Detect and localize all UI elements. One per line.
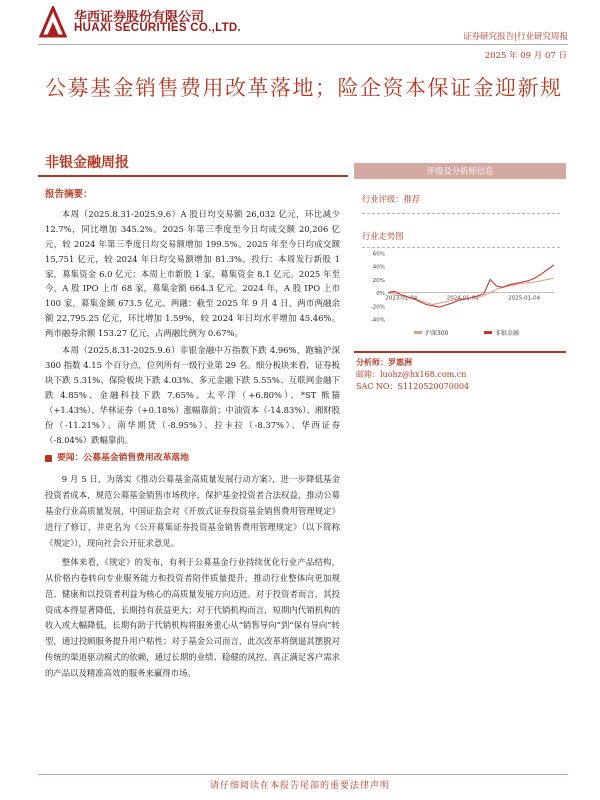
news-paragraph-2: 整体来看，《规定》的发布，有利于公募基金行业持续优化行业产品结构，从价格内卷转向专业服务能力和投资者陪伴质量提升，推动行业整体向更加规范、健康和以投资者利益为核心的高质量发展方向迈进。对于投资者而言，其投资成本得显著降低，长期持有获益更大；对于代销机构而言，短期内代销机构的收入或大幅降低，长期有助于代销机构将服务重心从“销售导向”到“保有导向”转型，通过投顾服务提升用户粘性；对于基金公司而言，此次改革将倒逼其摆脱对传统的渠道驱动模式的依赖，通过长期的业绩、稳健的风控、真正满足客户需求的产品以及精准高效的服务来赢得市场。 xyxy=(45,557,340,678)
x-tick-label: 2024-01-04 xyxy=(446,295,479,302)
news-heading-text: 要闻：公募基金销售费用改革落地 xyxy=(57,453,189,464)
summary-heading: 报告摘要： xyxy=(45,189,93,200)
summary-paragraph-market: 本周（2025.8.31-2025.9.6）A 股日均交易额 26,032 亿元，环比减少 12.7%，同比增加 345.2%。2025 年第三季度至今日均成交额 20,206 亿元，较 2024 年第三季度日均交易额增加 199.5%。2025 年至今日均成交额 15,751 亿元，较 2024 年日均交易额增加 81.3%。投行：本周发行新股 1 家，募集资金 6.0 亿元；本周上市新股 1 家，募集资金 8.1 亿元。2025 年至今，A 股 IPO 上市 68 家，募集金额 664.3 亿元。2024 年，A 股 IPO 上市 100 家，募集金额 673.5 亿元。两融：截至 2025 年 9 月 4 日，两市两融余额 22,795.25 亿元，环比增加 1.59%，较 2024 年日均水平增加 45.46%。两市融券余额 153.27 亿元，占两融比例为 0.67%。 xyxy=(45,208,340,339)
y-tick-label: -20% xyxy=(370,304,385,311)
industry-trend-chart xyxy=(354,247,566,347)
trend-chart-title: 行业走势图 xyxy=(362,231,404,241)
x-tick-label: 2023-01-04 xyxy=(385,295,418,302)
analyst-email[interactable]: 邮箱：luohz@hx168.com.cn xyxy=(356,370,467,379)
square-bullet-icon xyxy=(45,455,52,462)
legal-notice-footer: 请仔细阅读在本报告尾部的重要法律声明 xyxy=(209,781,390,791)
company-name-cn: 华西证券股份有限公司 xyxy=(74,10,205,25)
y-tick-label: 40% xyxy=(372,264,385,271)
industry-rating: 行业评级：推荐 xyxy=(362,194,421,204)
rating-divider xyxy=(362,213,560,214)
footer-divider xyxy=(38,774,568,775)
sidebar xyxy=(354,163,566,248)
y-tick-label: 0% xyxy=(376,291,385,298)
x-tick-label: 2025-01-04 xyxy=(508,295,541,302)
legend-swatch xyxy=(484,331,492,334)
y-tick-label: -40% xyxy=(370,317,385,324)
y-tick-label: 60% xyxy=(372,251,385,258)
news-paragraph-1: 9 月 5 日，为落实《推动公募基金高质量发展行动方案》，进一步降低基金投资者成本，规范公募基金销售市场秩序，保护基金投资者合法权益，推动公募基金行业高质量发展，中国证监会对《开放式证券投资基金销售费用管理规定》进行了修订，并更名为《公开募集证券投资基金销售费用管理规定》（以下简称《规定》），现向社会公开征求意见。 xyxy=(45,474,340,548)
report-type-tagline: 证券研究报告|行业研究周报 xyxy=(463,32,568,42)
report-title: 公募基金销售费用改革落地；险企资本保证金迎新规 xyxy=(45,76,563,100)
main-column xyxy=(45,188,340,686)
analyst-name: 分析师：罗惠洲 xyxy=(356,357,412,367)
legend-label: 沪深300 xyxy=(425,330,449,337)
page-header xyxy=(38,6,568,44)
legend-label: 非银金融 xyxy=(495,330,520,337)
company-name-en: HUAXI SECURITIES CO.,LTD. xyxy=(74,22,242,34)
report-subtitle: 非银金融周报 xyxy=(45,155,129,171)
analyst-divider xyxy=(354,351,566,353)
report-date: 2025 年 09 月 07 日 xyxy=(484,51,567,61)
huaxi-logo-icon xyxy=(38,6,68,38)
legend-swatch xyxy=(414,331,422,334)
analyst-sac-number: SAC NO：S1120520070004 xyxy=(356,382,470,391)
header-divider xyxy=(38,44,568,45)
y-tick-label: 20% xyxy=(372,277,385,284)
analyst-info xyxy=(356,356,469,393)
news-heading xyxy=(45,451,340,466)
subtitle-divider xyxy=(38,175,348,177)
summary-paragraph-index: 本周（2025.8.31-2025.9.6）非银金融中万指数下跌 4.96%，跑输沪深 300 指数 4.15 个百分点，位列所有一级行业第 29 名。细分板块来看，证券板块下跌 5.31%、保险板块下跌 4.03%、多元金融下跌 5.55%、互联网金融下跌 4.85%、金融科技下跌 7.65%。太平洋（+6.80%）、*ST 熊猫（+1.43%）、华林证券（+0.18%）涨幅靠前；中油资本（-14.83%）、湘财股份（-11.21%）、南华期货（-8.95%）、拉卡拉（-8.37%）、华西证券（-8.04%）跌幅靠前。 xyxy=(45,345,340,445)
sidebar-header: 评级及分析师信息 xyxy=(354,163,566,179)
